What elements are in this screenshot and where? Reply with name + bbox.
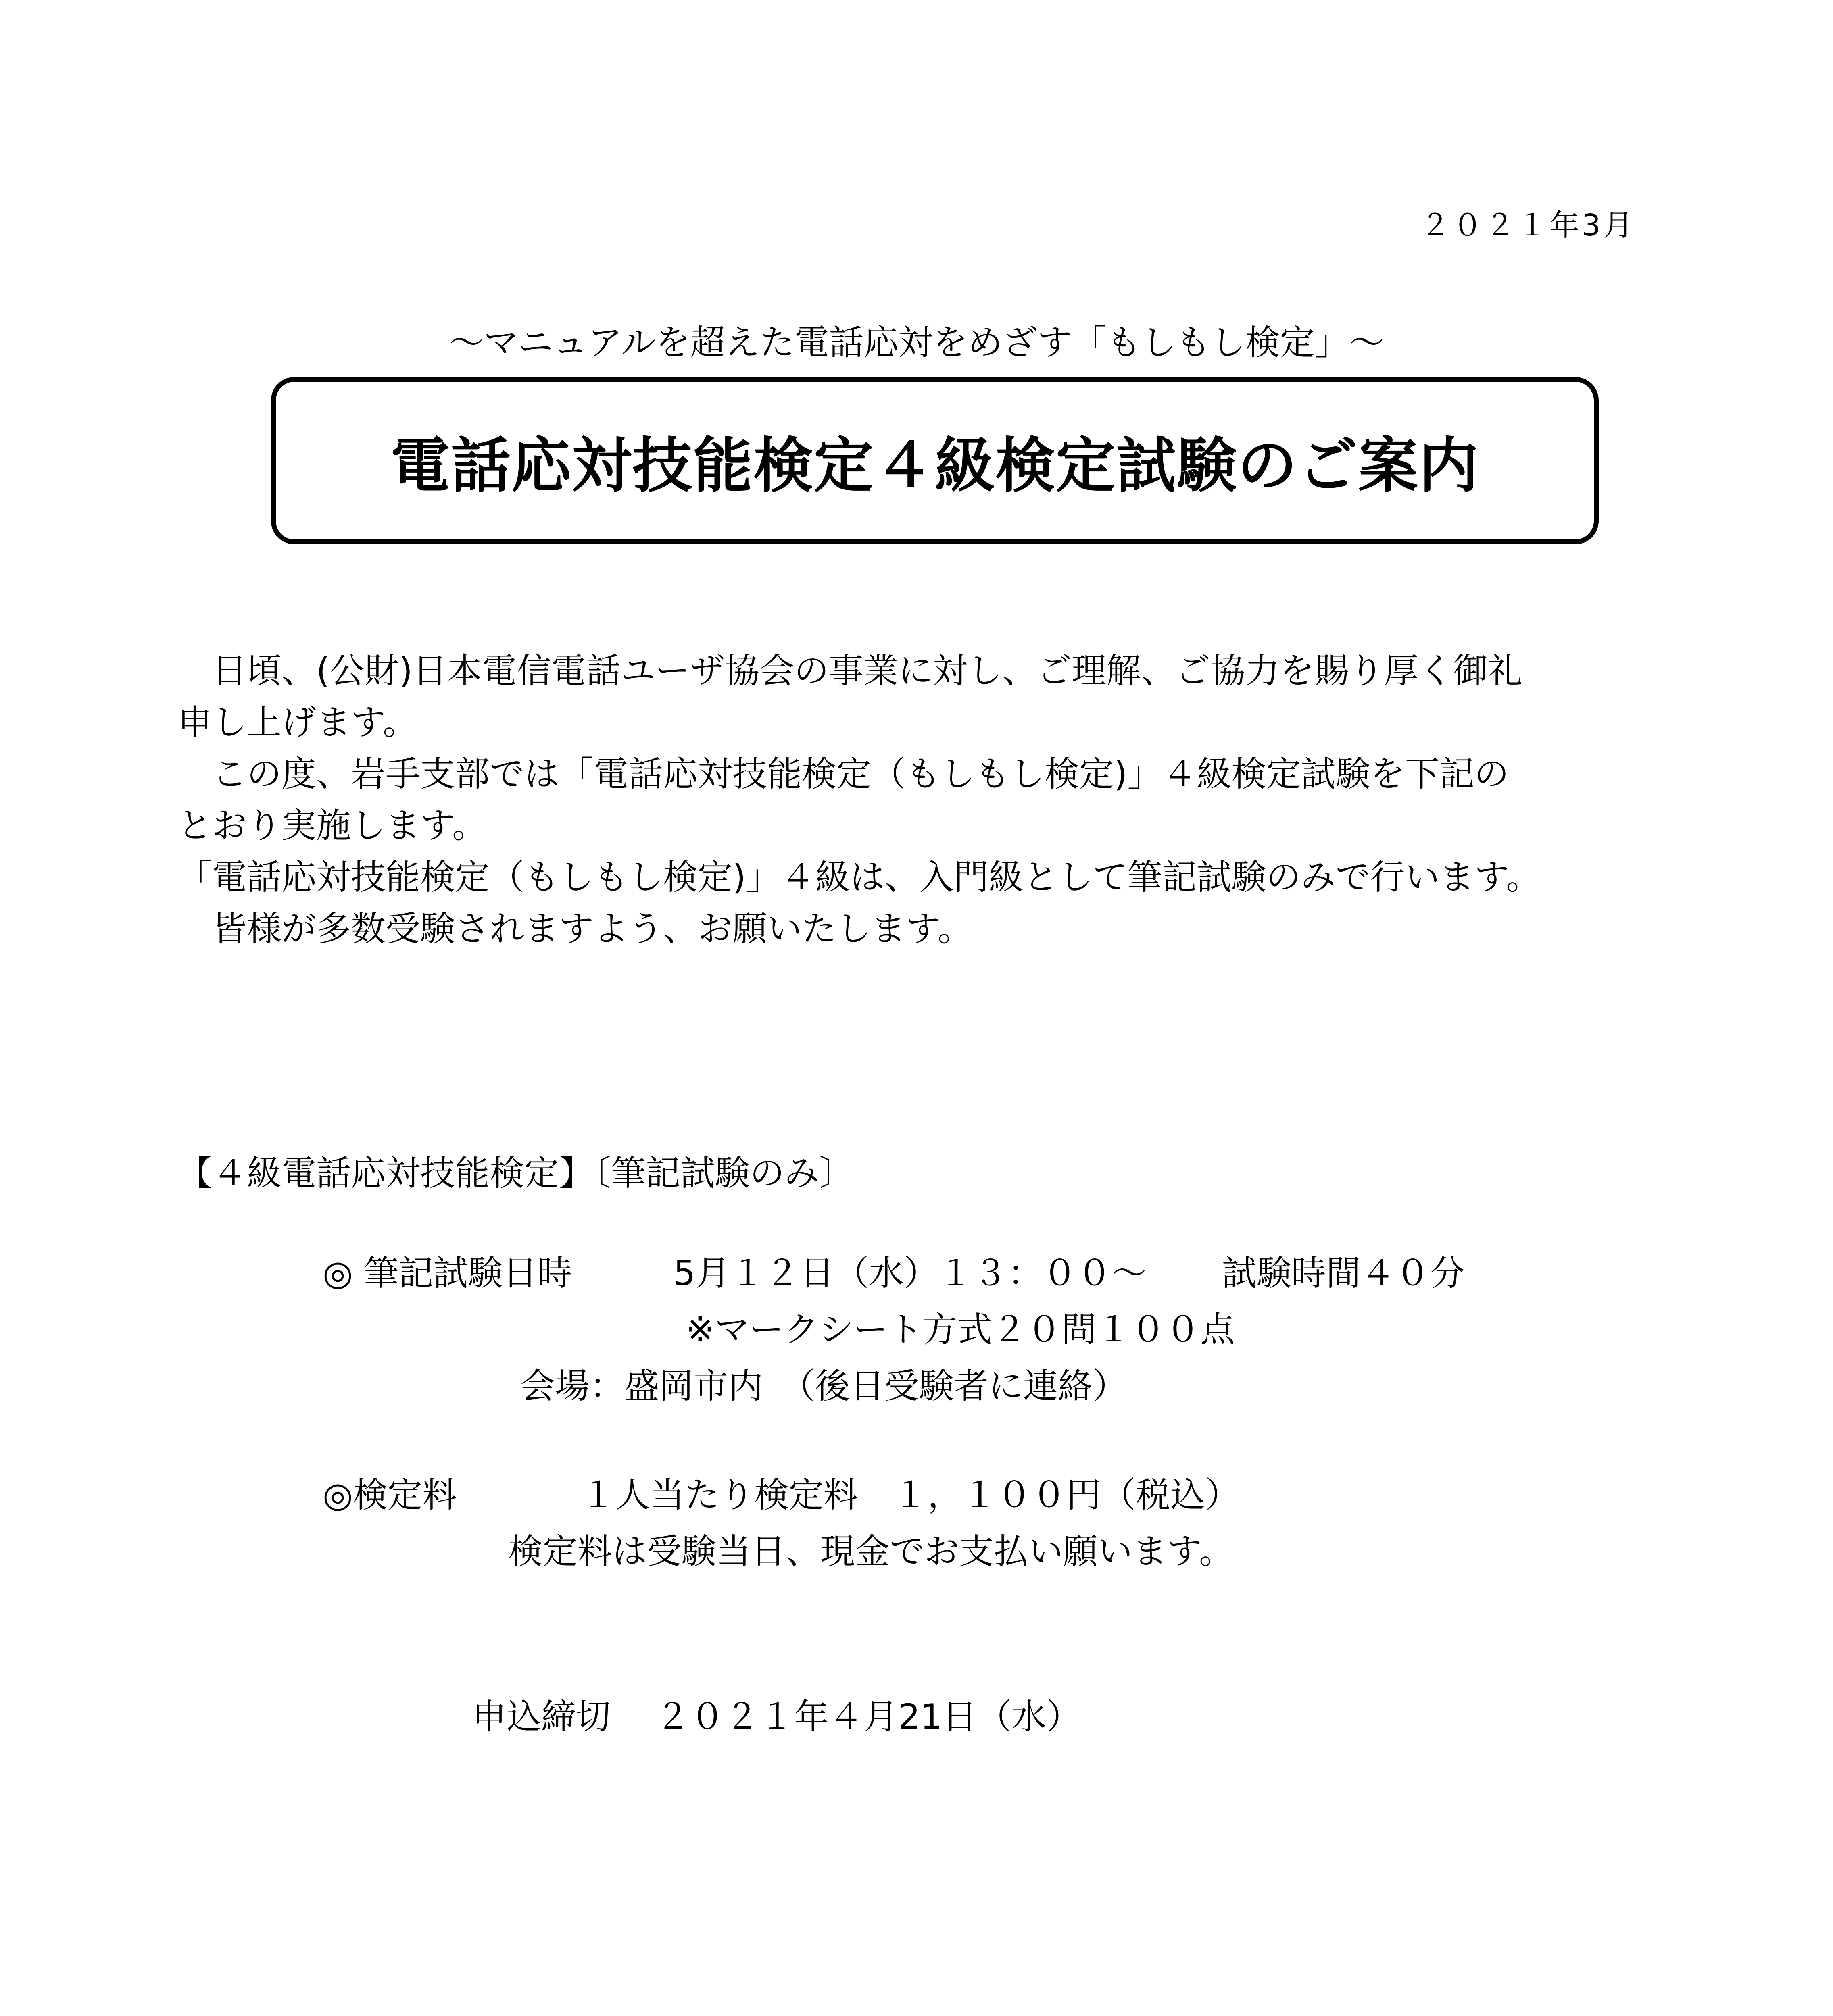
intro-line: 申し上げます。 bbox=[177, 702, 418, 743]
section-heading: 【４級電話応対技能検定】〔筆記試験のみ〕 bbox=[177, 1153, 854, 1193]
fee-label: ◎検定料 bbox=[323, 1475, 457, 1515]
subtitle: ～マニュアルを超えた電話応対をめざす「もしもし検定」～ bbox=[449, 323, 1384, 363]
deadline-date: ２０２１年４月21日（水） bbox=[655, 1697, 1081, 1737]
fee-amount: １人当たり検定料 １，１００円（税込） bbox=[581, 1475, 1240, 1515]
fee-note: 検定料は受験当日、現金でお支払い願います。 bbox=[508, 1531, 1234, 1572]
deadline-label: 申込締切 bbox=[472, 1697, 611, 1737]
exam-datetime: 5月１２日（水）１３：００～ bbox=[674, 1253, 1147, 1293]
intro-line: とおり実施します。 bbox=[177, 806, 487, 846]
intro-line: 「電話応対技能検定（もしもし検定)」４級は、入門級として筆記試験のみで行います。 bbox=[177, 857, 1541, 898]
exam-label: ◎ 筆記試験日時 bbox=[323, 1253, 572, 1293]
intro-line: この度、岩手支部では「電話応対技能検定（もしもし検定)」４級検定試験を下記の bbox=[177, 754, 1509, 794]
document-date: ２０２１年3月 bbox=[1420, 208, 1635, 243]
exam-format: ※マークシート方式２０問１００点 bbox=[686, 1310, 1235, 1350]
page-title: 電話応対技能検定４級検定試験のご案内 bbox=[390, 431, 1479, 500]
title-box bbox=[271, 377, 1599, 544]
intro-line: 日頃、(公財)日本電信電話ユーザ協会の事業に対し、ご理解、ご協力を賜り厚く御礼 bbox=[177, 651, 1523, 691]
exam-venue: 会場：盛岡市内 （後日受験者に連絡） bbox=[520, 1366, 1127, 1406]
intro-line: 皆様が多数受験されますよう、お願いたします。 bbox=[177, 909, 973, 949]
exam-duration: 試験時間４０分 bbox=[1222, 1253, 1465, 1293]
intro-paragraph bbox=[177, 645, 1670, 955]
